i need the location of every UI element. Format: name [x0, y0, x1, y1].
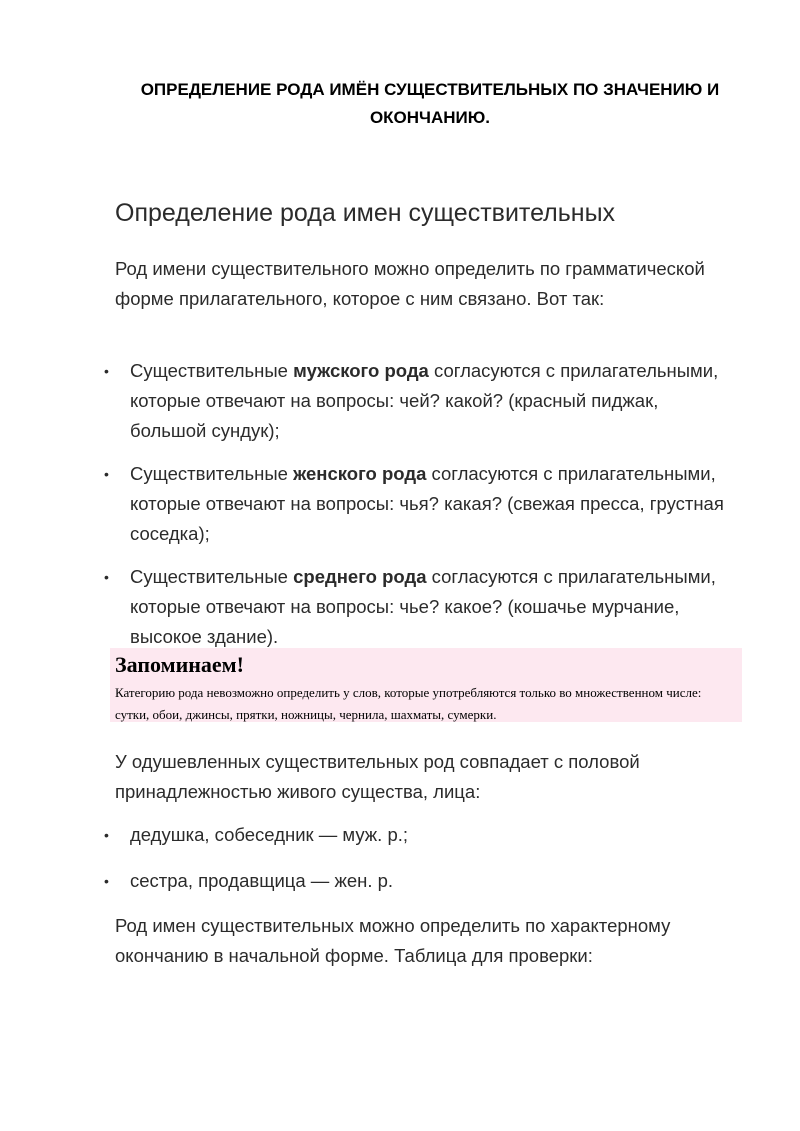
rule-suffix: согласуются с прилагательными, которые отвечают на вопросы: чье? какое? (кошачье мурчание, высокое здание). [130, 566, 716, 647]
list-item-masculine [0, 356, 730, 446]
rule-gender-feminine: женского рода [293, 463, 427, 484]
remember-title: Запоминаем! [115, 652, 244, 677]
living-examples-list [0, 820, 730, 912]
rule-gender-masculine: мужского рода [293, 360, 429, 381]
rule-prefix: Существительные [130, 360, 294, 381]
example-text: сестра, продавщица — жен. р. [130, 870, 394, 891]
list-item-neuter [0, 562, 730, 652]
rule-suffix: согласуются с прилагательными, которые отвечают на вопросы: чья? какая? (свежая пресса, грустная соседка); [130, 463, 724, 544]
remember-text: Категорию рода невозможно определить у слов, которые употребляются только во множественном числе: сутки, обои, джинсы, прятки, ножницы, чернила, шахматы, сумерки. [115, 685, 702, 722]
remember-callout [110, 648, 742, 722]
rule-gender-neuter: среднего рода [293, 566, 427, 587]
section-heading: Определение рода имен существительных [115, 199, 616, 227]
rule-suffix: согласуются с прилагательными, которые отвечают на вопросы: чей? какой? (красный пиджак, большой сундук); [130, 360, 719, 441]
intro-paragraph: Род имени существительного можно определить по грамматической форме прилагательного, которое с ним связано. Вот так: [115, 258, 705, 309]
gender-rules-list [0, 356, 730, 665]
bullet-icon: • [104, 873, 109, 889]
bullet-icon: • [104, 569, 109, 585]
bullet-icon: • [104, 827, 109, 843]
document-title: ОПРЕДЕЛЕНИЕ РОДА ИМЁН СУЩЕСТВИТЕЛЬНЫХ ПО ЗНАЧЕНИЮ И ОКОНЧАНИЮ. [140, 80, 720, 127]
list-item-feminine [0, 459, 730, 549]
example-text: дедушка, собеседник — муж. р.; [130, 824, 409, 845]
living-paragraph: У одушевленных существительных род совпадает с половой принадлежностью живого существа, лица: [115, 751, 640, 802]
list-item-feminine-example [0, 866, 730, 896]
rule-prefix: Существительные [130, 463, 294, 484]
rule-prefix: Существительные [130, 566, 294, 587]
list-item-masculine-example [0, 820, 730, 850]
bullet-icon: • [104, 466, 109, 482]
bullet-icon: • [104, 363, 109, 379]
ending-paragraph: Род имен существительных можно определить по характерному окончанию в начальной форме. Таблица для проверки: [115, 915, 671, 966]
